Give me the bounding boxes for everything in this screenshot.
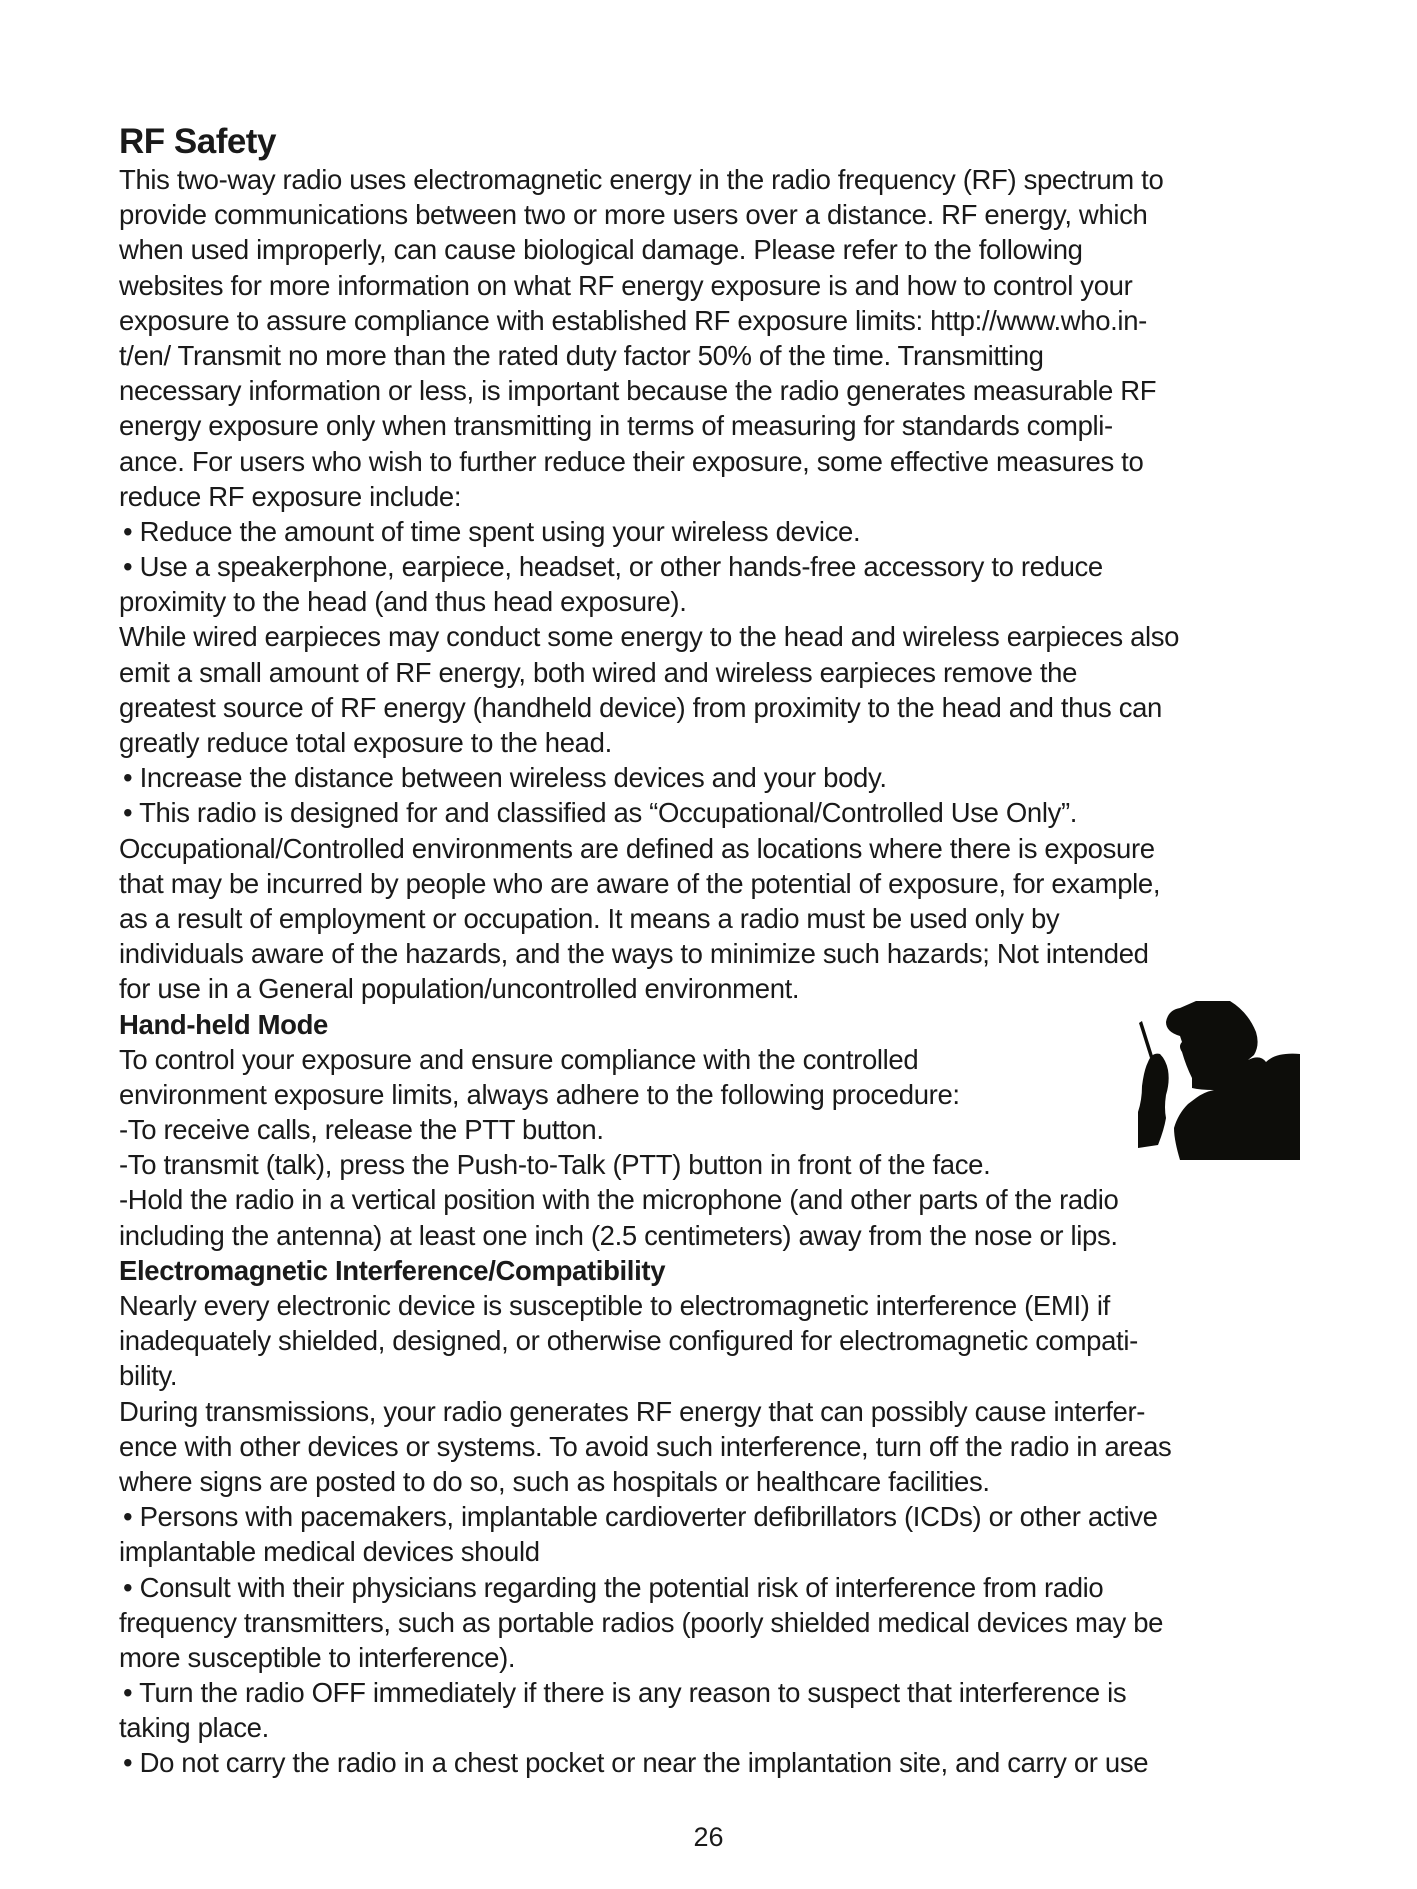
text-line: for use in a General population/uncontrolled environment. xyxy=(119,973,800,1005)
text-line: To control your exposure and ensure compliance with the controlled xyxy=(119,1043,919,1075)
text-line: individuals aware of the hazards, and the ways to minimize such hazards; Not intended xyxy=(119,938,1149,970)
text-line: more susceptible to interference). xyxy=(119,1641,516,1673)
text-line: frequency transmitters, such as portable radios (poorly shielded medical devices may be xyxy=(119,1606,1164,1638)
body-text xyxy=(119,162,1319,1781)
text-line: that may be incurred by people who are aware of the potential of exposure, for example, xyxy=(119,867,1161,899)
text-line: provide communications between two or more users over a distance. RF energy, which xyxy=(119,199,1148,231)
text-line: t/en/ Transmit no more than the rated duty factor 50% of the time. Transmitting xyxy=(119,339,1044,371)
bullet-item: • Use a speakerphone, earpiece, headset, or other hands-free accessory to reduce xyxy=(123,551,1103,583)
text-line: -To receive calls, release the PTT button. xyxy=(119,1114,604,1146)
bullet-item: • Consult with their physicians regarding the potential risk of interference from radio xyxy=(123,1571,1104,1603)
text-line: -Hold the radio in a vertical position with the microphone (and other parts of the radio xyxy=(119,1184,1119,1216)
bullet-item: • Do not carry the radio in a chest pocket or near the implantation site, and carry or use xyxy=(123,1747,1149,1779)
text-line: energy exposure only when transmitting in terms of measuring for standards compli- xyxy=(119,410,1113,442)
subsection-heading: Electromagnetic Interference/Compatibility xyxy=(119,1254,666,1286)
text-line: -To transmit (talk), press the Push-to-Talk (PTT) button in front of the face. xyxy=(119,1149,991,1181)
text-line: implantable medical devices should xyxy=(119,1536,540,1568)
bullet-item: • Persons with pacemakers, implantable cardioverter defibrillators (ICDs) or other active xyxy=(123,1501,1158,1533)
text-line: During transmissions, your radio generates RF energy that can possibly cause interfer- xyxy=(119,1395,1146,1427)
text-line: greatest source of RF energy (handheld device) from proximity to the head and thus can xyxy=(119,691,1162,723)
text-line: websites for more information on what RF energy exposure is and how to control your xyxy=(119,269,1133,301)
text-line: including the antenna) at least one inch (2.5 centimeters) away from the nose or lips. xyxy=(119,1219,1118,1251)
text-line: taking place. xyxy=(119,1712,269,1744)
text-line: This two-way radio uses electromagnetic energy in the radio frequency (RF) spectrum to xyxy=(119,164,1164,195)
bullet-item: • Increase the distance between wireless devices and your body. xyxy=(123,762,887,794)
text-line: as a result of employment or occupation. It means a radio must be used only by xyxy=(119,902,1060,934)
subsection-heading: Hand-held Mode xyxy=(119,1008,328,1040)
bullet-item: • Reduce the amount of time spent using your wireless device. xyxy=(123,515,861,547)
text-line: proximity to the head (and thus head exposure). xyxy=(119,586,687,618)
page-number: 26 xyxy=(693,1822,724,1852)
text-line: when used improperly, can cause biological damage. Please refer to the following xyxy=(119,234,1083,266)
text-line: bility. xyxy=(119,1360,178,1392)
text-line: reduce RF exposure include: xyxy=(119,480,462,512)
text-line: greatly reduce total exposure to the head. xyxy=(119,727,612,758)
text-line: ence with other devices or systems. To avoid such interference, turn off the radio in areas xyxy=(119,1430,1172,1462)
text-line: necessary information or less, is important because the radio generates measurable RF xyxy=(119,375,1157,407)
radio-operator-silhouette-icon xyxy=(1136,990,1302,1160)
text-line: exposure to assure compliance with established RF exposure limits: http://www.who.in- xyxy=(119,304,1147,336)
document-page xyxy=(119,122,1319,1781)
bullet-item: • This radio is designed for and classified as “Occupational/Controlled Use Only”. xyxy=(123,797,1078,829)
section-title: RF Safety xyxy=(119,122,276,161)
text-line: inadequately shielded, designed, or otherwise configured for electromagnetic compati- xyxy=(119,1325,1138,1357)
text-line: Nearly every electronic device is susceptible to electromagnetic interference (EMI) if xyxy=(119,1290,1110,1321)
bullet-item: • Turn the radio OFF immediately if there is any reason to suspect that interference is xyxy=(123,1677,1127,1709)
text-line: While wired earpieces may conduct some energy to the head and wireless earpieces also xyxy=(119,621,1180,653)
text-line: emit a small amount of RF energy, both wired and wireless earpieces remove the xyxy=(119,656,1078,688)
text-line: ance. For users who wish to further reduce their exposure, some effective measures to xyxy=(119,445,1144,477)
text-line: Occupational/Controlled environments are defined as locations where there is exposure xyxy=(119,832,1155,864)
text-line: where signs are posted to do so, such as hospitals or healthcare facilities. xyxy=(119,1465,990,1497)
text-line: environment exposure limits, always adhere to the following procedure: xyxy=(119,1078,960,1110)
